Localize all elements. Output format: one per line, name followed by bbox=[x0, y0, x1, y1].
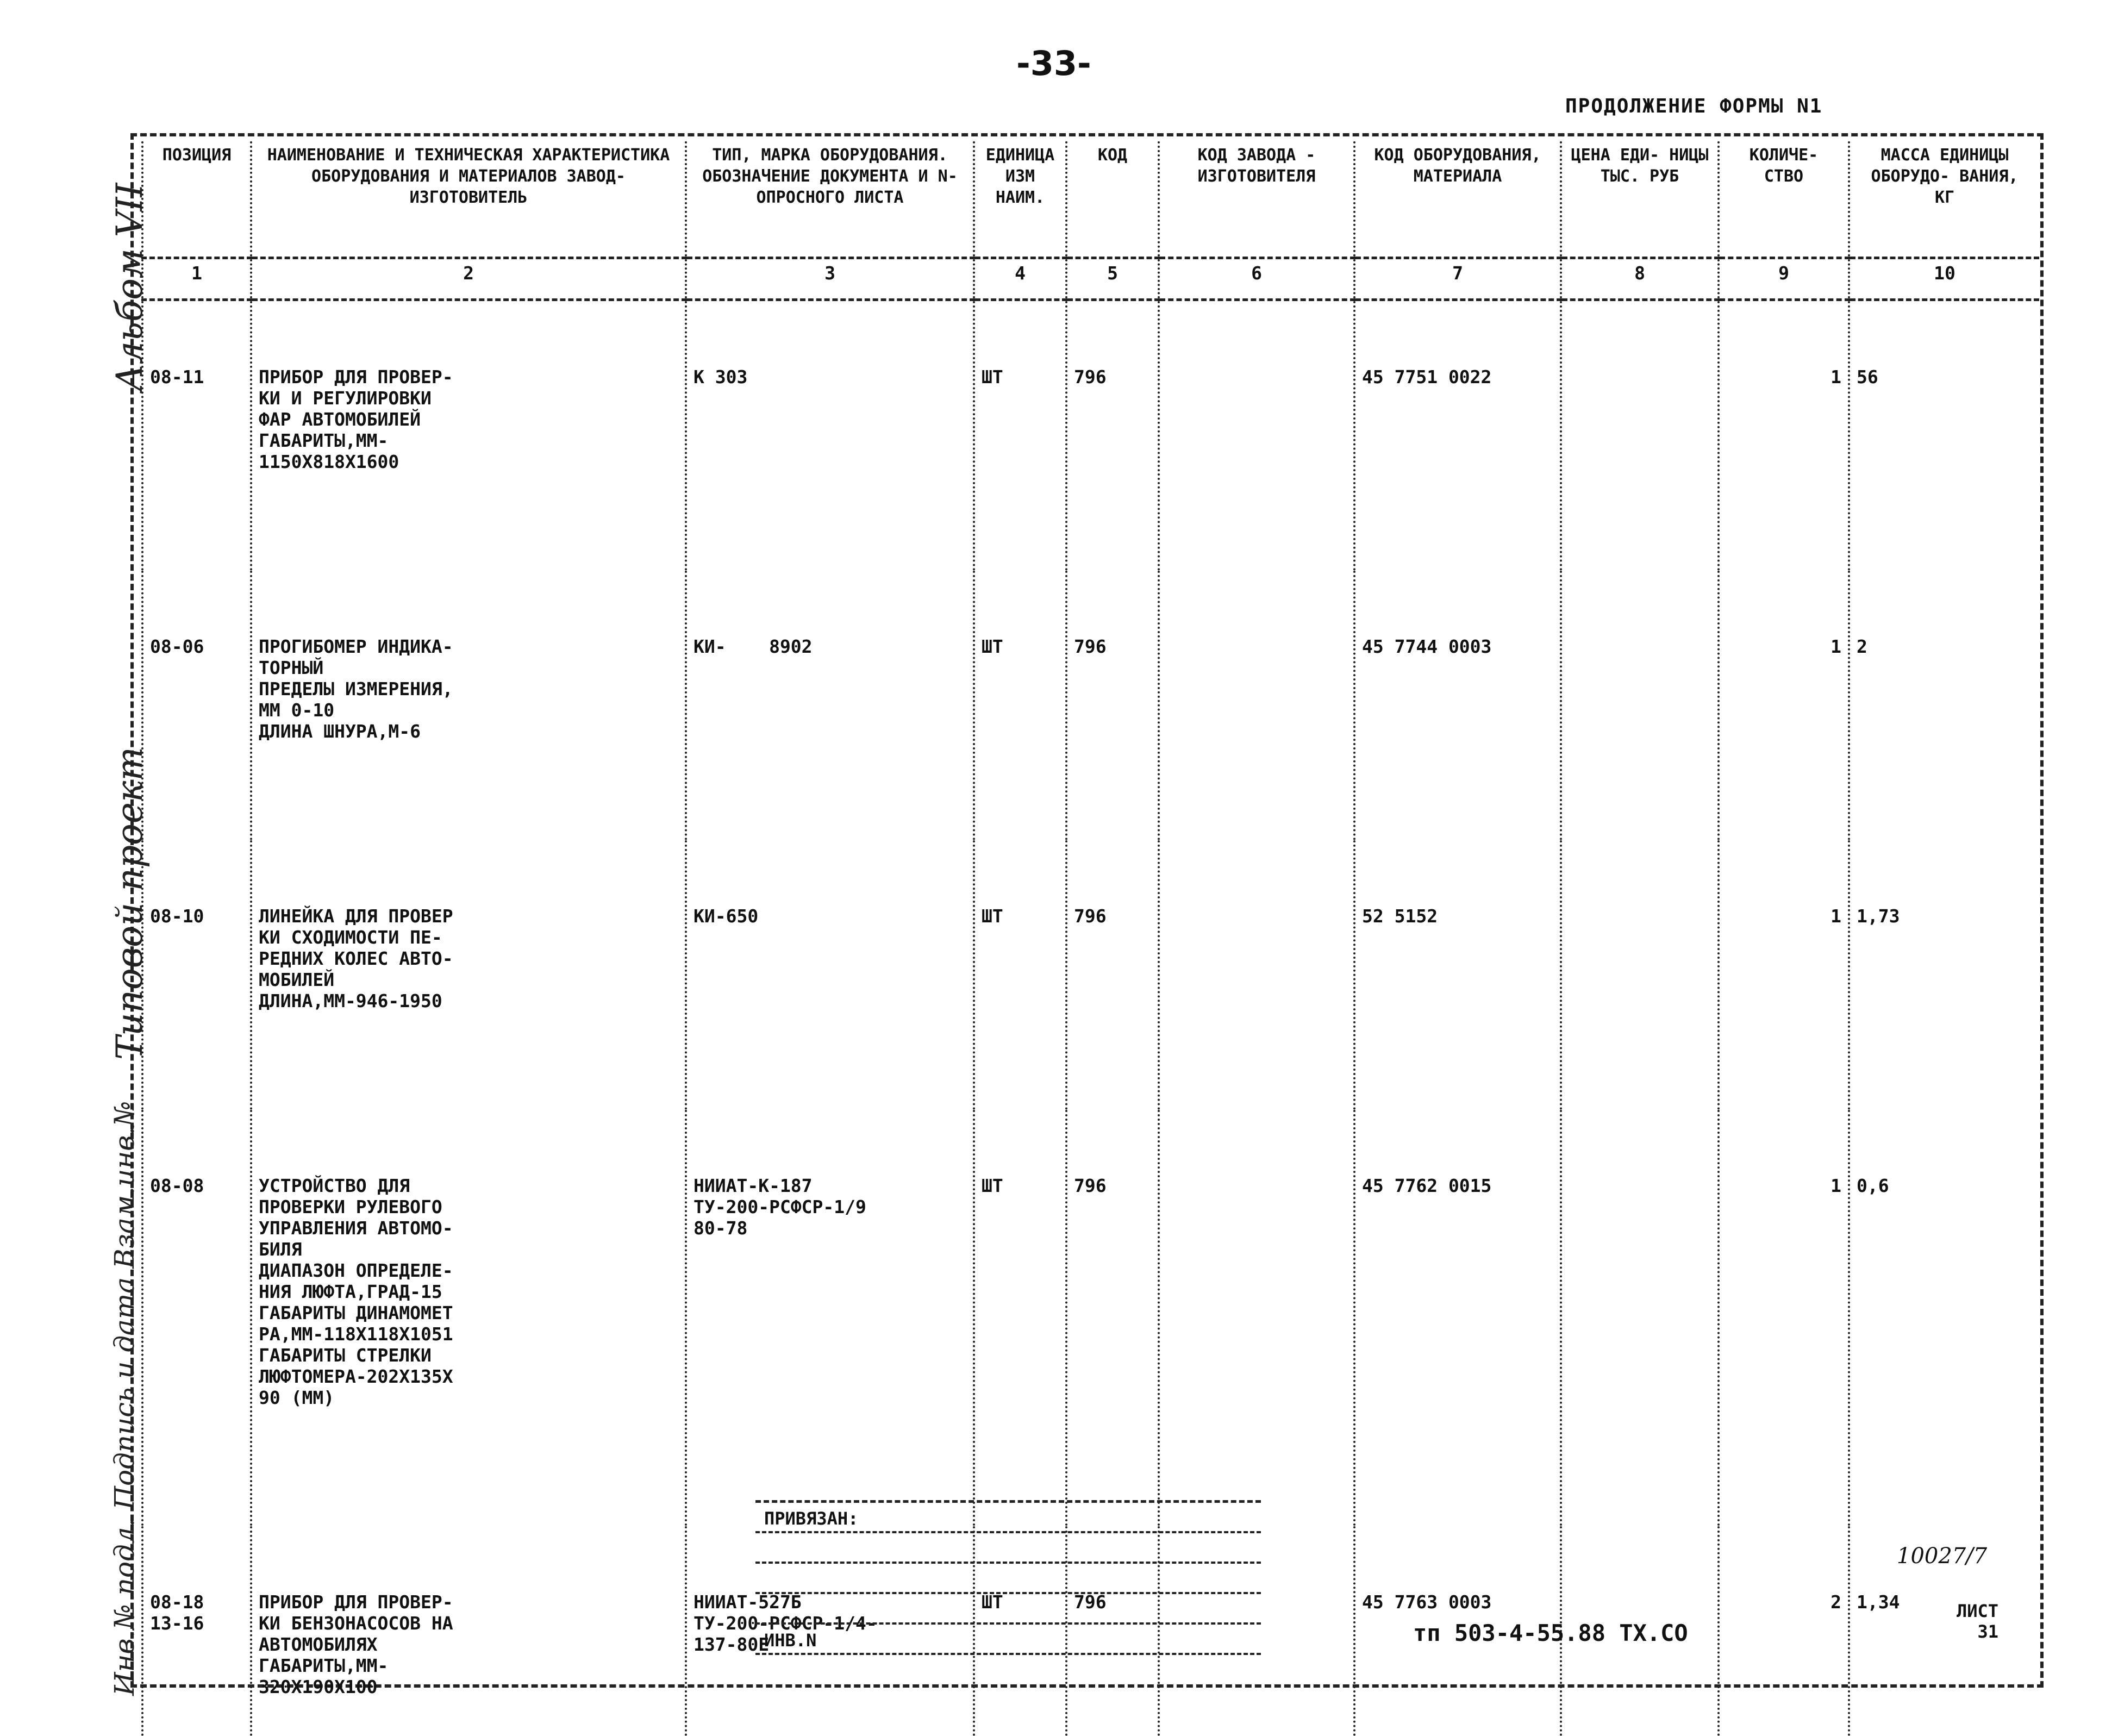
sheet-label-block bbox=[1957, 1601, 1998, 1642]
col-header-equipment-code: КОД ОБОРУДОВАНИЯ, МАТЕРИАЛА bbox=[1354, 141, 1561, 258]
col-header-type: ТИП, МАРКА ОБОРУДОВАНИЯ. ОБОЗНАЧЕНИЕ ДОКУМЕНТА И N-ОПРОСНОГО ЛИСТА bbox=[686, 141, 974, 258]
cell-mass: 2 bbox=[1849, 571, 2039, 840]
page-number: -33- bbox=[1016, 43, 1091, 83]
cell-type: НИИАТ-К-187 ТУ-200-РСФСР-1/9 80-78 bbox=[686, 1110, 974, 1526]
col-header-quantity: КОЛИЧЕ- СТВО bbox=[1719, 141, 1849, 258]
margin-note-project: Типовой проект bbox=[109, 747, 151, 1060]
cell-equipment-code: 52 5152 bbox=[1354, 840, 1561, 1110]
cell-quantity: 2 bbox=[1719, 1526, 1849, 1736]
col-num: 7 bbox=[1354, 258, 1561, 300]
header-row bbox=[142, 141, 2039, 258]
cell-name: ПРИБОР ДЛЯ ПРОВЕР- КИ И РЕГУЛИРОВКИ ФАР АВТОМОБИЛЕЙ ГАБАРИТЫ,ММ- 1150Х818Х1600 bbox=[251, 300, 686, 571]
stamp-inv-label: ИНВ.N bbox=[755, 1625, 1261, 1655]
cell-mass: 1,73 bbox=[1849, 840, 2039, 1110]
stamp-empty-line bbox=[755, 1533, 1261, 1564]
cell-unit: ШТ bbox=[974, 300, 1066, 571]
cell-equipment-code: 45 7744 0003 bbox=[1354, 571, 1561, 840]
col-header-unit-code: КОД bbox=[1066, 141, 1159, 258]
col-num: 6 bbox=[1159, 258, 1354, 300]
margin-note-signatures: Инв.№ подл. Подпись и дата Взам.инв.№ bbox=[109, 1101, 140, 1696]
cell-factory-code bbox=[1159, 1110, 1354, 1526]
table-row bbox=[142, 840, 2039, 1110]
col-num: 5 bbox=[1066, 258, 1159, 300]
col-num: 1 bbox=[142, 258, 251, 300]
col-header-price: ЦЕНА ЕДИ- НИЦЫ ТЫС. РУБ bbox=[1561, 141, 1719, 258]
stamp-bound-label: ПРИВЯЗАН: bbox=[755, 1503, 1261, 1533]
cell-price bbox=[1561, 300, 1719, 571]
cell-quantity: 1 bbox=[1719, 1110, 1849, 1526]
table-row bbox=[142, 1110, 2039, 1526]
cell-position: 08-10 bbox=[142, 840, 251, 1110]
cell-position: 08-11 bbox=[142, 300, 251, 571]
cell-factory-code bbox=[1159, 840, 1354, 1110]
cell-mass: 1,34 bbox=[1849, 1526, 2039, 1736]
cell-equipment-code: 45 7762 0015 bbox=[1354, 1110, 1561, 1526]
cell-name: УСТРОЙСТВО ДЛЯ ПРОВЕРКИ РУЛЕВОГО УПРАВЛЕНИЯ АВТОМО- БИЛЯ ДИАПАЗОН ОПРЕДЕЛЕ- НИЯ ЛЮФТА,ГРАД-15 ГАБАРИТЫ ДИНАМОМЕТ РА,ММ-118Х118Х1051 ГАБАРИТЫ СТРЕЛКИ ЛЮФТОМЕРА-202Х135Х 90 (ММ) bbox=[251, 1110, 686, 1526]
col-num: 3 bbox=[686, 258, 974, 300]
title-stamp bbox=[755, 1500, 1261, 1688]
cell-name: ПРОГИБОМЕР ИНДИКА- ТОРНЫЙ ПРЕДЕЛЫ ИЗМЕРЕНИЯ, ММ 0-10 ДЛИНА ШНУРА,М-6 bbox=[251, 571, 686, 840]
cell-position: 08-08 bbox=[142, 1110, 251, 1526]
cell-type: НИИАТ-527Б ТУ-200-РСФСР-1/4- 137-80Е bbox=[686, 1526, 974, 1736]
table-row bbox=[142, 300, 2039, 571]
column-number-row bbox=[142, 258, 2039, 300]
cell-unit: ШТ bbox=[974, 571, 1066, 840]
cell-quantity: 1 bbox=[1719, 300, 1849, 571]
cell-name: ЛИНЕЙКА ДЛЯ ПРОВЕР КИ СХОДИМОСТИ ПЕ- РЕДНИХ КОЛЕС АВТО- МОБИЛЕЙ ДЛИНА,ММ-946-1950 bbox=[251, 840, 686, 1110]
cell-equipment-code: 45 7763 0003 bbox=[1354, 1526, 1561, 1736]
cell-price bbox=[1561, 571, 1719, 840]
cell-unit-code: 796 bbox=[1066, 1526, 1159, 1736]
col-header-name: НАИМЕНОВАНИЕ И ТЕХНИЧЕСКАЯ ХАРАКТЕРИСТИКА ОБОРУДОВАНИЯ И МАТЕРИАЛОВ ЗАВОД-ИЗГОТОВИТЕЛЬ bbox=[251, 141, 686, 258]
margin-note-album: Альбом VII bbox=[109, 183, 151, 391]
cell-mass: 0,6 bbox=[1849, 1110, 2039, 1526]
cell-mass: 56 bbox=[1849, 300, 2039, 571]
col-header-position: ПОЗИЦИЯ bbox=[142, 141, 251, 258]
cell-factory-code bbox=[1159, 571, 1354, 840]
cell-unit-code: 796 bbox=[1066, 840, 1159, 1110]
cell-position: 08-06 bbox=[142, 571, 251, 840]
cell-unit-code: 796 bbox=[1066, 1110, 1159, 1526]
cell-position: 08-18 13-16 bbox=[142, 1526, 251, 1736]
col-num: 4 bbox=[974, 258, 1066, 300]
col-num: 2 bbox=[251, 258, 686, 300]
col-num: 9 bbox=[1719, 258, 1849, 300]
col-header-unit-name: ЕДИНИЦА ИЗМ НАИМ. bbox=[974, 141, 1066, 258]
cell-unit: ШТ bbox=[974, 1110, 1066, 1526]
sheet-label: ЛИСТ bbox=[1957, 1601, 1999, 1621]
cell-type: К 303 bbox=[686, 300, 974, 571]
col-num: 8 bbox=[1561, 258, 1719, 300]
cell-unit-code: 796 bbox=[1066, 571, 1159, 840]
table-row bbox=[142, 571, 2039, 840]
handwritten-number: 10027/7 bbox=[1897, 1544, 1988, 1569]
cell-name: ПРИБОР ДЛЯ ПРОВЕР- КИ БЕНЗОНАСОСОВ НА АВТОМОБИЛЯХ ГАБАРИТЫ,ММ- 320Х190Х100 bbox=[251, 1526, 686, 1736]
cell-unit: ШТ bbox=[974, 840, 1066, 1110]
document-code: тп 503-4-55.88 ТХ.СО bbox=[1413, 1620, 1688, 1646]
cell-price bbox=[1561, 1110, 1719, 1526]
cell-type: КИ-650 bbox=[686, 840, 974, 1110]
col-num: 10 bbox=[1849, 258, 2039, 300]
cell-quantity: 1 bbox=[1719, 840, 1849, 1110]
equipment-table bbox=[141, 141, 2039, 1736]
col-header-factory-code: КОД ЗАВОДА - ИЗГОТОВИТЕЛЯ bbox=[1159, 141, 1354, 258]
continuation-label: ПРОДОЛЖЕНИЕ ФОРМЫ N1 bbox=[1565, 95, 1823, 117]
cell-factory-code bbox=[1159, 300, 1354, 571]
cell-type: КИ- 8902 bbox=[686, 571, 974, 840]
cell-quantity: 1 bbox=[1719, 571, 1849, 840]
stamp-empty-line bbox=[755, 1594, 1261, 1625]
cell-price bbox=[1561, 840, 1719, 1110]
sheet-number: 31 bbox=[1977, 1621, 1999, 1642]
cell-equipment-code: 45 7751 0022 bbox=[1354, 300, 1561, 571]
cell-unit-code: 796 bbox=[1066, 300, 1159, 571]
col-header-mass: МАССА ЕДИНИЦЫ ОБОРУДО- ВАНИЯ, КГ bbox=[1849, 141, 2039, 258]
stamp-empty-line bbox=[755, 1564, 1261, 1594]
cell-unit: ШТ bbox=[974, 1526, 1066, 1736]
